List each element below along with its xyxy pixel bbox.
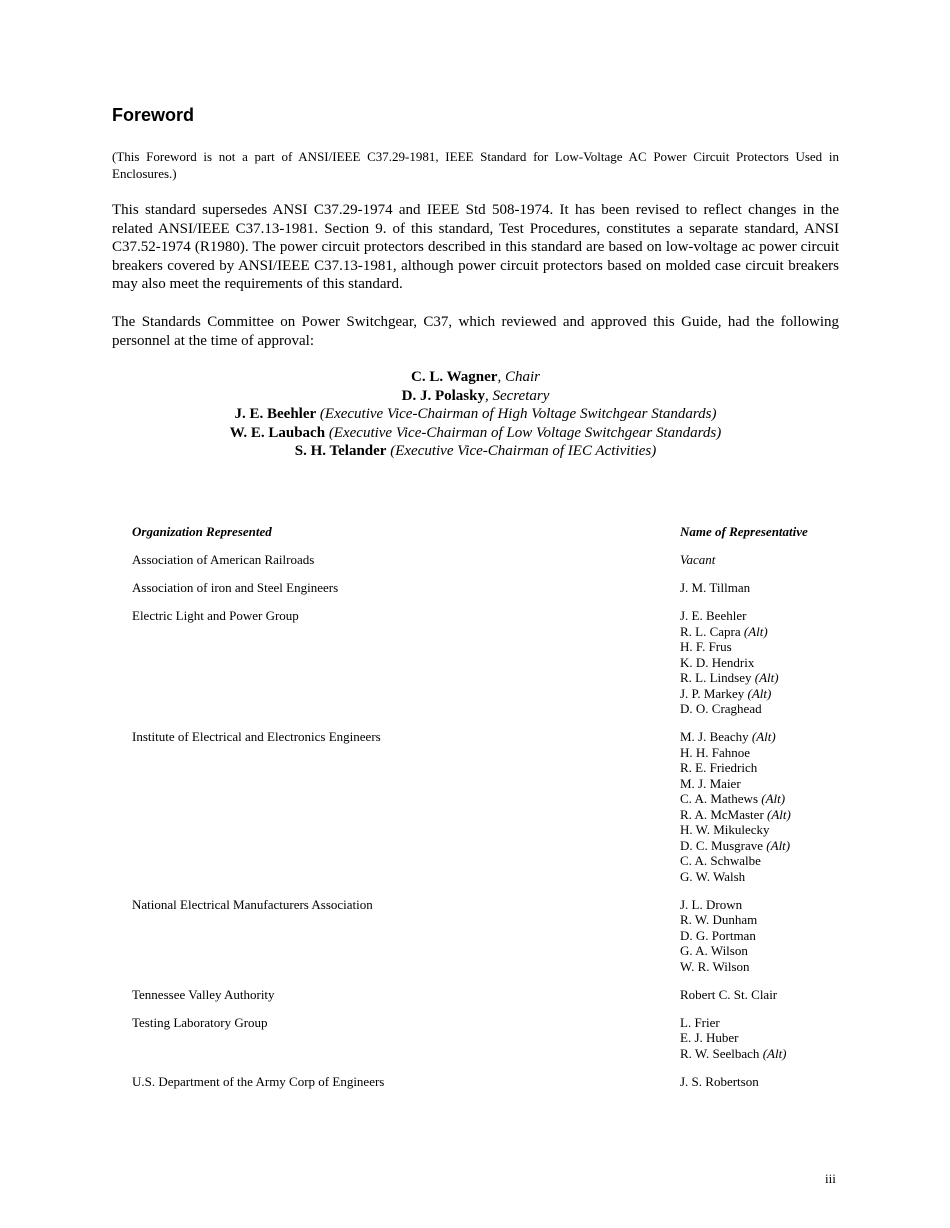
representative-name — [680, 807, 839, 823]
representative-text: R. E. Friedrich — [680, 760, 758, 775]
representatives-cell — [680, 552, 839, 568]
table-row — [132, 580, 839, 596]
representative-text: J. M. Tillman — [680, 580, 751, 595]
representatives-cell — [680, 1074, 839, 1090]
representative-name — [680, 1015, 839, 1031]
organization-cell: Association of iron and Steel Engineers — [132, 580, 339, 595]
organization-cell: Testing Laboratory Group — [132, 1014, 268, 1030]
table-header — [132, 524, 839, 540]
representative-text: D. C. Musgrave — [680, 837, 764, 853]
representative-name — [680, 1074, 839, 1090]
alternate-marker: (Alt) — [754, 670, 779, 685]
representative-text: D. O. Craghead — [680, 701, 762, 716]
alternate-marker: (Alt) — [751, 729, 776, 744]
representative-name — [680, 776, 839, 792]
representatives-cell — [680, 729, 839, 884]
table-body — [132, 552, 839, 1089]
officer-name: W. E. Laubach — [229, 424, 326, 441]
representative-text: R. A. McMaster — [680, 806, 764, 822]
alternate-marker: (Alt) — [767, 806, 791, 822]
representative-name — [680, 552, 839, 568]
officer-line — [112, 405, 839, 424]
alternate-marker: (Alt) — [747, 685, 772, 701]
representative-text: J. L. Drown — [680, 896, 743, 912]
representative-name — [680, 760, 839, 776]
representatives-cell — [680, 897, 839, 975]
officer-line — [112, 368, 839, 387]
representative-text: Robert C. St. Clair — [680, 986, 778, 1002]
officer-line — [112, 442, 839, 461]
representative-name — [680, 928, 839, 944]
representative-text: C. A. Mathews — [680, 791, 758, 806]
representative-name — [680, 639, 839, 655]
representative-name — [680, 608, 839, 624]
intro-paragraph: This standard supersedes ANSI C37.29-1974 and IEEE Std 508-1974. It has been revised to reflect changes in the related ANSI/IEEE C37.13-1981. Section 9. of this standard, Test Procedures, constitutes a separate standard, ANSI C37.52-1974 (R1980). The power circuit protectors described in this standard are based on low-voltage ac power circuit breakers covered by ANSI/IEEE C37.13-1981, although power circuit protectors based on molded case circuit breakers may also meet the requirements of this standard. — [112, 202, 839, 292]
committee-paragraph: The Standards Committee on Power Switchgear, C37, which reviewed and approved this Guide, had the following personnel at the time of approval: — [112, 314, 839, 349]
organization-cell: Association of American Railroads — [132, 552, 315, 567]
representative-text: J. P. Markey — [680, 685, 745, 701]
officer-line — [112, 387, 839, 406]
representative-text: K. D. Hendrix — [680, 654, 755, 670]
representative-name — [680, 580, 839, 596]
alternate-marker: (Alt) — [743, 623, 768, 639]
representatives-cell — [680, 608, 839, 717]
representative-text: H. W. Mikulecky — [680, 822, 770, 837]
representative-name — [680, 897, 839, 913]
representative-name — [680, 987, 839, 1003]
officer-name: D. J. Polasky — [401, 387, 485, 404]
representative-name — [680, 822, 839, 838]
officer-name: S. H. Telander — [294, 443, 387, 459]
representatives-cell — [680, 580, 839, 596]
representative-text: H. F. Frus — [680, 639, 732, 654]
organization-cell: Institute of Electrical and Electronics Engineers — [132, 729, 381, 744]
table-row — [132, 987, 839, 1003]
representative-text: R. L. Capra — [680, 623, 741, 639]
table-row — [132, 552, 839, 568]
organization-cell: Electric Light and Power Group — [132, 608, 299, 623]
table-row — [132, 608, 839, 717]
officer-line — [112, 424, 839, 443]
representative-name — [680, 943, 839, 959]
page-number: iii — [825, 1171, 836, 1186]
representative-name — [680, 791, 839, 807]
representative-name — [680, 686, 839, 702]
representative-text: D. G. Portman — [680, 927, 756, 943]
table-row — [132, 1015, 839, 1062]
officer-role: (Executive Vice-Chairman of IEC Activities) — [386, 443, 657, 459]
organization-cell: U.S. Department of the Army Corp of Engineers — [132, 1073, 385, 1089]
representative-name — [680, 1046, 839, 1062]
organization-cell: Tennessee Valley Authority — [132, 986, 275, 1002]
representative-text: C. A. Schwalbe — [680, 853, 761, 868]
header-representative: Name of Representative — [680, 524, 808, 539]
officer-role: (Executive Vice-Chairman of High Voltage Switchgear Standards) — [316, 406, 717, 422]
officer-name: J. E. Beehler — [234, 406, 317, 422]
representative-text: J. E. Beehler — [680, 608, 747, 623]
representatives-cell — [680, 987, 839, 1003]
representative-name — [680, 869, 839, 885]
header-organization: Organization Represented — [132, 524, 272, 539]
representative-name — [680, 624, 839, 640]
representative-text: Vacant — [680, 552, 716, 567]
representative-text: R. W. Seelbach — [680, 1045, 760, 1061]
page-title: Foreword — [112, 105, 195, 125]
representative-name — [680, 838, 839, 854]
representative-text: R. L. Lindsey — [680, 670, 752, 685]
representative-text: L. Frier — [680, 1014, 720, 1030]
representatives-cell — [680, 1015, 839, 1062]
table-row — [132, 897, 839, 975]
organization-cell: National Electrical Manufacturers Association — [132, 896, 373, 912]
representative-text: E. J. Huber — [680, 1030, 739, 1045]
representative-text: G. W. Walsh — [680, 868, 746, 884]
alternate-marker: (Alt) — [766, 837, 791, 853]
representative-name — [680, 729, 839, 745]
representative-name — [680, 1030, 839, 1046]
representative-name — [680, 745, 839, 761]
representative-text: M. J. Maier — [680, 775, 741, 791]
representative-name — [680, 655, 839, 671]
alternate-marker: (Alt) — [762, 1045, 787, 1061]
representative-text: J. S. Robertson — [680, 1073, 759, 1089]
table-row — [132, 729, 839, 884]
representative-text: W. R. Wilson — [680, 958, 750, 974]
alternate-marker: (Alt) — [761, 791, 786, 806]
representative-text: M. J. Beachy — [680, 729, 749, 744]
representative-text: H. H. Fahnoe — [680, 744, 751, 760]
representative-name — [680, 959, 839, 975]
representative-text: G. A. Wilson — [680, 943, 748, 958]
representative-name — [680, 670, 839, 686]
representative-text: R. W. Dunham — [680, 912, 758, 927]
table-row — [132, 1074, 839, 1090]
foreword-note: (This Foreword is not a part of ANSI/IEEE C37.29-1981, IEEE Standard for Low-Voltage AC Power Circuit Protectors Used in Enclosures.) — [112, 149, 839, 181]
representative-name — [680, 853, 839, 869]
representative-name — [680, 912, 839, 928]
officer-role: , Chair — [497, 369, 540, 385]
officer-name: C. L. Wagner — [411, 369, 498, 385]
officer-role: (Executive Vice-Chairman of Low Voltage Switchgear Standards) — [325, 424, 722, 441]
representatives-table — [132, 524, 839, 1102]
officer-role: , Secretary — [484, 387, 550, 404]
officers-list — [112, 368, 839, 461]
representative-name — [680, 701, 839, 717]
